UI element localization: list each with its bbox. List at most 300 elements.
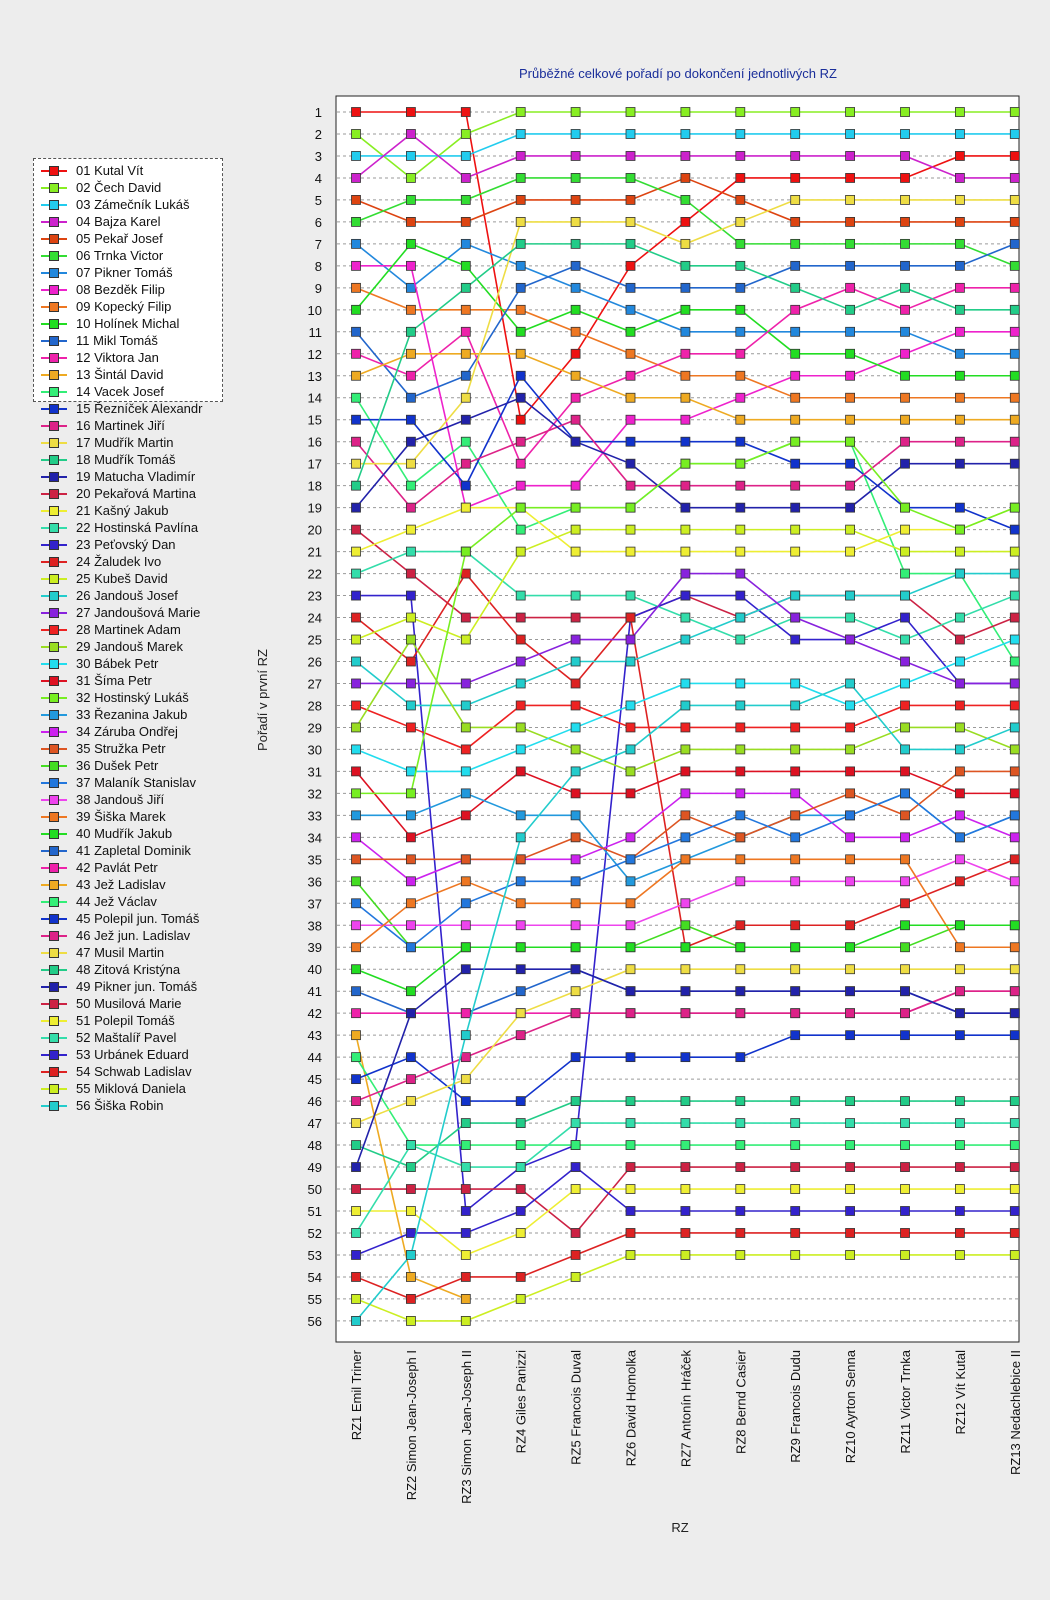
data-point xyxy=(955,1119,964,1128)
y-tick-label: 22 xyxy=(307,566,322,582)
data-point xyxy=(791,1031,800,1040)
y-tick-label: 50 xyxy=(307,1182,322,1198)
data-point xyxy=(791,1097,800,1106)
data-point xyxy=(626,503,635,512)
data-point xyxy=(626,1053,635,1062)
data-point xyxy=(352,195,361,204)
data-point xyxy=(955,151,964,160)
x-tick-label: RZ3 Simon Jean-Joseph II xyxy=(458,1350,474,1504)
data-point xyxy=(571,1185,580,1194)
data-point xyxy=(461,745,470,754)
data-point xyxy=(406,569,415,578)
data-point xyxy=(626,591,635,600)
y-tick-label: 43 xyxy=(307,1028,322,1044)
legend-label: 13 Šintál David xyxy=(76,367,164,382)
data-point xyxy=(571,745,580,754)
legend-label: 10 Holínek Michal xyxy=(76,316,180,331)
data-point xyxy=(791,877,800,886)
data-point xyxy=(571,635,580,644)
data-point xyxy=(461,679,470,688)
data-point xyxy=(461,701,470,710)
data-point xyxy=(516,943,525,952)
data-point xyxy=(901,129,910,138)
legend-label: 52 Maštalíř Pavel xyxy=(76,1030,177,1045)
data-point xyxy=(1010,173,1019,182)
data-point xyxy=(571,657,580,666)
x-tick-label: RZ4 Giles Panizzi xyxy=(513,1350,529,1454)
data-point xyxy=(681,437,690,446)
data-point xyxy=(736,195,745,204)
data-point xyxy=(406,129,415,138)
data-point xyxy=(461,1163,470,1172)
data-point xyxy=(626,1119,635,1128)
data-point xyxy=(571,1163,580,1172)
data-point xyxy=(626,855,635,864)
data-point xyxy=(461,1316,470,1325)
legend-label: 24 Žaludek Ivo xyxy=(76,554,162,569)
data-point xyxy=(461,129,470,138)
data-point xyxy=(461,151,470,160)
data-point xyxy=(736,217,745,226)
data-point xyxy=(791,1207,800,1216)
y-tick-label: 17 xyxy=(307,456,322,472)
data-point xyxy=(955,283,964,292)
data-point xyxy=(791,723,800,732)
data-point xyxy=(406,349,415,358)
data-point xyxy=(626,833,635,842)
data-point xyxy=(571,899,580,908)
data-point xyxy=(516,701,525,710)
legend-label: 44 Jež Václav xyxy=(76,894,157,909)
data-point xyxy=(1010,1250,1019,1259)
data-point xyxy=(461,217,470,226)
data-point xyxy=(626,1009,635,1018)
data-point xyxy=(1010,503,1019,512)
data-point xyxy=(901,108,910,117)
data-point xyxy=(901,613,910,622)
data-point xyxy=(681,811,690,820)
data-point xyxy=(791,239,800,248)
data-point xyxy=(901,1097,910,1106)
data-point xyxy=(626,1207,635,1216)
y-tick-label: 56 xyxy=(307,1313,322,1329)
data-point xyxy=(901,547,910,556)
data-point xyxy=(461,635,470,644)
y-tick-label: 10 xyxy=(307,302,322,318)
data-point xyxy=(626,217,635,226)
data-point xyxy=(571,217,580,226)
data-point xyxy=(846,217,855,226)
data-point xyxy=(626,437,635,446)
data-point xyxy=(626,195,635,204)
data-point xyxy=(901,657,910,666)
y-tick-label: 48 xyxy=(307,1138,322,1154)
data-point xyxy=(352,987,361,996)
data-point xyxy=(352,393,361,402)
data-point xyxy=(736,525,745,534)
data-point xyxy=(791,129,800,138)
data-point xyxy=(791,1009,800,1018)
y-tick-label: 29 xyxy=(307,720,322,736)
data-point xyxy=(736,701,745,710)
data-point xyxy=(516,305,525,314)
data-point xyxy=(352,1207,361,1216)
data-point xyxy=(1010,987,1019,996)
data-point xyxy=(791,525,800,534)
y-tick-label: 32 xyxy=(307,786,322,802)
data-point xyxy=(736,987,745,996)
data-point xyxy=(461,811,470,820)
data-point xyxy=(901,393,910,402)
legend-label: 39 Šiška Marek xyxy=(76,809,166,824)
x-tick-label: RZ1 Emil Triner xyxy=(349,1350,364,1441)
data-point xyxy=(681,305,690,314)
data-point xyxy=(406,657,415,666)
y-tick-label: 19 xyxy=(307,500,322,516)
data-point xyxy=(406,767,415,776)
data-point xyxy=(901,327,910,336)
data-point xyxy=(955,1228,964,1237)
data-point xyxy=(571,327,580,336)
data-point xyxy=(736,877,745,886)
data-point xyxy=(516,393,525,402)
legend-label: 37 Malaník Stanislav xyxy=(76,775,196,790)
data-point xyxy=(736,371,745,380)
data-point xyxy=(736,921,745,930)
data-point xyxy=(626,987,635,996)
legend-label: 01 Kutal Vít xyxy=(76,163,144,178)
data-point xyxy=(681,679,690,688)
data-point xyxy=(461,371,470,380)
data-point xyxy=(791,283,800,292)
y-tick-label: 3 xyxy=(314,148,322,164)
data-point xyxy=(406,1272,415,1281)
data-point xyxy=(626,173,635,182)
data-point xyxy=(901,899,910,908)
y-tick-label: 15 xyxy=(307,412,322,428)
data-point xyxy=(461,108,470,117)
data-point xyxy=(1010,283,1019,292)
data-point xyxy=(406,877,415,886)
data-point xyxy=(571,151,580,160)
data-point xyxy=(736,1097,745,1106)
data-point xyxy=(571,195,580,204)
data-point xyxy=(571,1119,580,1128)
data-point xyxy=(1010,745,1019,754)
data-point xyxy=(681,1185,690,1194)
data-point xyxy=(352,1185,361,1194)
data-point xyxy=(406,525,415,534)
data-point xyxy=(901,1207,910,1216)
data-point xyxy=(406,393,415,402)
data-point xyxy=(736,481,745,490)
y-tick-label: 11 xyxy=(308,324,322,340)
data-point xyxy=(406,217,415,226)
data-point xyxy=(955,239,964,248)
data-point xyxy=(352,173,361,182)
data-point xyxy=(846,173,855,182)
data-point xyxy=(516,745,525,754)
data-point xyxy=(406,108,415,117)
data-point xyxy=(681,1228,690,1237)
data-point xyxy=(626,723,635,732)
data-point xyxy=(736,789,745,798)
data-point xyxy=(955,943,964,952)
data-point xyxy=(681,129,690,138)
data-point xyxy=(955,965,964,974)
data-point xyxy=(681,745,690,754)
data-point xyxy=(736,393,745,402)
legend-label: 23 Peťovský Dan xyxy=(76,537,176,552)
data-point xyxy=(626,635,635,644)
legend-label: 32 Hostinský Lukáš xyxy=(76,690,189,705)
data-point xyxy=(352,525,361,534)
y-tick-label: 38 xyxy=(307,918,322,934)
data-point xyxy=(352,239,361,248)
data-point xyxy=(955,987,964,996)
data-point xyxy=(681,481,690,490)
y-tick-label: 49 xyxy=(307,1160,322,1176)
data-point xyxy=(352,151,361,160)
data-point xyxy=(461,305,470,314)
legend-label: 33 Řezanina Jakub xyxy=(76,707,188,722)
data-point xyxy=(955,195,964,204)
data-point xyxy=(352,305,361,314)
data-point xyxy=(955,613,964,622)
y-tick-label: 6 xyxy=(314,214,322,230)
legend-label: 02 Čech David xyxy=(76,180,162,195)
x-tick-label: RZ7 Antonín Hráček xyxy=(678,1350,694,1468)
data-point xyxy=(406,1228,415,1237)
data-point xyxy=(901,1119,910,1128)
data-point xyxy=(1010,393,1019,402)
legend-label: 35 Stružka Petr xyxy=(76,741,166,756)
data-point xyxy=(516,173,525,182)
data-point xyxy=(461,481,470,490)
data-point xyxy=(681,415,690,424)
data-point xyxy=(352,943,361,952)
data-point xyxy=(461,613,470,622)
data-point xyxy=(901,1185,910,1194)
data-point xyxy=(571,305,580,314)
data-point xyxy=(516,635,525,644)
legend-label: 50 Musilová Marie xyxy=(76,996,182,1011)
data-point xyxy=(681,547,690,556)
data-point xyxy=(901,503,910,512)
data-point xyxy=(681,789,690,798)
data-point xyxy=(901,283,910,292)
data-point xyxy=(846,459,855,468)
data-point xyxy=(516,371,525,380)
data-point xyxy=(516,965,525,974)
data-point xyxy=(901,569,910,578)
data-point xyxy=(736,833,745,842)
data-point xyxy=(352,1250,361,1259)
x-tick-label: RZ8 Bernd Casier xyxy=(733,1350,749,1455)
data-point xyxy=(846,723,855,732)
data-point xyxy=(846,305,855,314)
data-point xyxy=(461,173,470,182)
legend-label: 16 Martinek Jiří xyxy=(76,418,165,433)
data-point xyxy=(681,833,690,842)
data-point xyxy=(352,437,361,446)
data-point xyxy=(955,1141,964,1150)
data-point xyxy=(571,481,580,490)
x-tick-label: RZ11 Victor Trnka xyxy=(898,1350,913,1454)
data-point xyxy=(516,195,525,204)
data-point xyxy=(681,921,690,930)
data-point xyxy=(352,767,361,776)
data-point xyxy=(626,921,635,930)
data-point xyxy=(846,679,855,688)
y-axis-label: Pořadí v první RZ xyxy=(255,649,270,751)
data-point xyxy=(1010,217,1019,226)
data-point xyxy=(461,789,470,798)
data-point xyxy=(461,1272,470,1281)
data-point xyxy=(901,877,910,886)
data-point xyxy=(791,415,800,424)
data-point xyxy=(626,327,635,336)
data-point xyxy=(352,327,361,336)
data-point xyxy=(846,613,855,622)
data-point xyxy=(681,108,690,117)
data-point xyxy=(461,899,470,908)
x-tick-label: RZ6 David Homolka xyxy=(623,1350,639,1467)
data-point xyxy=(406,855,415,864)
data-point xyxy=(352,613,361,622)
data-point xyxy=(1010,525,1019,534)
data-point xyxy=(626,129,635,138)
data-point xyxy=(352,899,361,908)
data-point xyxy=(571,503,580,512)
y-tick-label: 30 xyxy=(307,742,322,758)
data-point xyxy=(571,767,580,776)
x-axis-label: RZ xyxy=(671,1520,689,1535)
data-point xyxy=(955,657,964,666)
data-point xyxy=(736,1250,745,1259)
data-point xyxy=(736,745,745,754)
data-point xyxy=(461,1119,470,1128)
data-point xyxy=(461,767,470,776)
legend-label: 18 Mudřík Tomáš xyxy=(76,452,176,467)
legend-label: 43 Jež Ladislav xyxy=(76,877,166,892)
data-point xyxy=(461,723,470,732)
data-point xyxy=(571,1097,580,1106)
data-point xyxy=(352,1097,361,1106)
data-point xyxy=(955,1207,964,1216)
legend-label: 25 Kubeš David xyxy=(76,571,168,586)
data-point xyxy=(461,1185,470,1194)
data-point xyxy=(1010,943,1019,952)
data-point xyxy=(406,283,415,292)
data-point xyxy=(955,327,964,336)
data-point xyxy=(406,437,415,446)
data-point xyxy=(406,987,415,996)
data-point xyxy=(516,1009,525,1018)
data-point xyxy=(352,701,361,710)
data-point xyxy=(681,855,690,864)
data-point xyxy=(571,1053,580,1062)
data-point xyxy=(955,635,964,644)
data-point xyxy=(846,371,855,380)
data-point xyxy=(736,547,745,556)
data-point xyxy=(846,1163,855,1172)
data-point xyxy=(516,349,525,358)
data-point xyxy=(791,1163,800,1172)
legend-label: 45 Polepil jun. Tomáš xyxy=(76,911,200,926)
data-point xyxy=(461,965,470,974)
data-point xyxy=(791,481,800,490)
data-point xyxy=(352,1316,361,1325)
y-tick-label: 21 xyxy=(307,544,322,560)
data-point xyxy=(736,151,745,160)
data-point xyxy=(1010,151,1019,160)
data-point xyxy=(791,151,800,160)
data-point xyxy=(681,459,690,468)
data-point xyxy=(571,525,580,534)
data-point xyxy=(516,415,525,424)
y-tick-label: 37 xyxy=(307,896,322,912)
data-point xyxy=(736,569,745,578)
y-tick-label: 23 xyxy=(307,588,322,604)
data-point xyxy=(955,525,964,534)
data-point xyxy=(736,767,745,776)
data-point xyxy=(791,1250,800,1259)
legend-label: 48 Zitová Kristýna xyxy=(76,962,181,977)
data-point xyxy=(901,723,910,732)
data-point xyxy=(955,1009,964,1018)
data-point xyxy=(571,811,580,820)
data-point xyxy=(955,701,964,710)
data-point xyxy=(846,1009,855,1018)
data-point xyxy=(1010,701,1019,710)
data-point xyxy=(791,261,800,270)
data-point xyxy=(516,767,525,776)
data-point xyxy=(1010,569,1019,578)
y-tick-label: 28 xyxy=(307,698,322,714)
data-point xyxy=(406,481,415,490)
y-tick-label: 9 xyxy=(314,280,322,296)
chart-title: Průběžné celkové pořadí po dokončení jednotlivých RZ xyxy=(519,66,837,81)
data-point xyxy=(1010,305,1019,314)
y-tick-label: 31 xyxy=(307,764,322,780)
y-tick-label: 5 xyxy=(314,192,322,208)
data-point xyxy=(791,943,800,952)
data-point xyxy=(406,635,415,644)
data-point xyxy=(406,503,415,512)
data-point xyxy=(352,745,361,754)
x-tick-label: RZ9 Francois Dudu xyxy=(788,1350,804,1463)
legend-label: 56 Šiška Robin xyxy=(76,1098,164,1113)
data-point xyxy=(516,855,525,864)
data-point xyxy=(901,1250,910,1259)
data-point xyxy=(1010,1097,1019,1106)
data-point xyxy=(352,129,361,138)
legend-label: 31 Šíma Petr xyxy=(76,673,152,688)
data-point xyxy=(736,855,745,864)
data-point xyxy=(955,1031,964,1040)
data-point xyxy=(461,1228,470,1237)
data-point xyxy=(736,635,745,644)
data-point xyxy=(461,261,470,270)
data-point xyxy=(626,1163,635,1172)
data-point xyxy=(681,151,690,160)
y-tick-label: 27 xyxy=(307,676,322,692)
data-point xyxy=(352,349,361,358)
data-point xyxy=(791,195,800,204)
data-point xyxy=(901,349,910,358)
data-point xyxy=(846,437,855,446)
